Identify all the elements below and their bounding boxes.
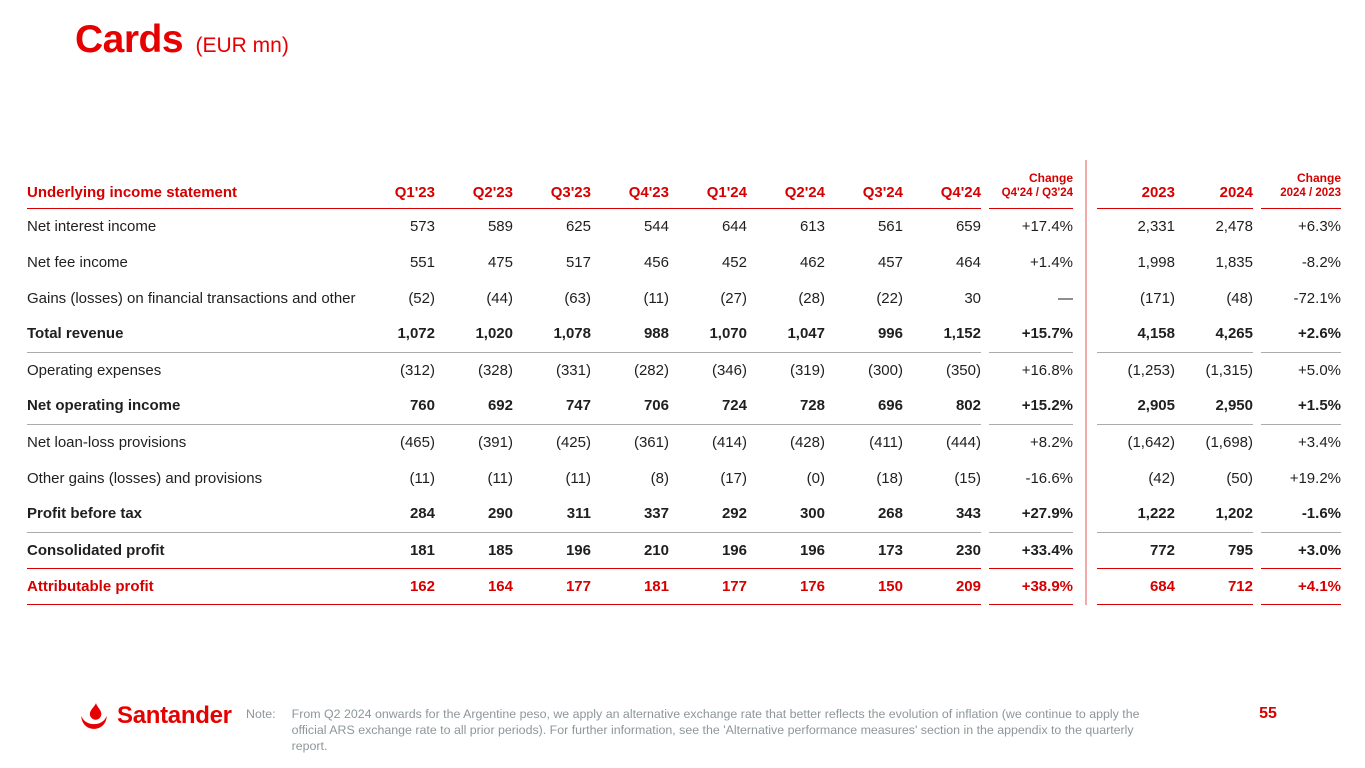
cell-q4-24: (15) <box>954 469 981 487</box>
cell-q4-24: (350) <box>945 361 981 379</box>
table-row <box>27 460 1341 496</box>
row-label: Attributable profit <box>27 568 357 604</box>
table-row <box>27 316 1341 352</box>
yearly-change-sub: 2024 / 2023 <box>1280 187 1341 200</box>
header-q2-24: Q2'24 <box>747 158 825 208</box>
cell-q3-24: 561 <box>877 217 903 235</box>
cell-q3-24: (300) <box>867 361 903 379</box>
row-label: Profit before tax <box>27 496 357 532</box>
header-q3-24: Q3'24 <box>825 158 903 208</box>
cell-q1-24: (27) <box>720 289 747 307</box>
cell-year-2024: 4,265 <box>1175 316 1253 352</box>
cell-q4-23: (11) <box>643 289 669 307</box>
cell-year-2023: (171) <box>1139 289 1175 307</box>
cell-q2-23: 290 <box>435 496 513 532</box>
table-row <box>27 424 1341 460</box>
cell-q4-23: 210 <box>591 532 669 568</box>
row-label: Net loan-loss provisions <box>27 433 187 451</box>
cell-spacer <box>1253 424 1261 460</box>
cell-quarterly-change: +1.4% <box>1030 253 1073 271</box>
cell-year-2024: (48) <box>1226 289 1253 307</box>
header-year-2024: 2024 <box>1175 158 1253 208</box>
cell-q2-23: (11) <box>487 469 513 487</box>
quarterly-change-title: Change <box>1028 171 1073 186</box>
cell-yearly-change: +2.6% <box>1261 316 1341 352</box>
row-label: Other gains (losses) and provisions <box>27 469 263 487</box>
cell-quarterly-change: +8.2% <box>1030 433 1073 451</box>
cell-spacer <box>1253 316 1261 352</box>
cell-q4-23: 988 <box>591 316 669 352</box>
santander-flame-icon <box>78 703 110 730</box>
cell-q2-24: (319) <box>789 361 825 379</box>
cell-quarterly-change: +27.9% <box>989 496 1073 532</box>
cell-q3-24: 268 <box>825 496 903 532</box>
cell-q1-24: 177 <box>669 568 747 604</box>
row-label: Gains (losses) on financial transactions and other <box>27 289 356 307</box>
row-label: Consolidated profit <box>27 532 357 568</box>
table-row <box>27 208 1341 244</box>
cell-q2-24: 462 <box>799 253 825 271</box>
cell-yearly-change: -72.1% <box>1293 289 1341 307</box>
cell-q2-24: 300 <box>747 496 825 532</box>
cell-q1-23: 760 <box>357 388 435 424</box>
cell-q2-24: (428) <box>789 433 825 451</box>
cell-yearly-change: -8.2% <box>1301 253 1341 271</box>
cell-yearly-change: +6.3% <box>1298 217 1341 235</box>
cell-spacer <box>1253 568 1261 604</box>
cell-quarterly-change: +17.4% <box>1021 217 1073 235</box>
cell-q2-23: (391) <box>477 433 513 451</box>
cell-year-2023: 4,158 <box>1097 316 1175 352</box>
cell-q3-23: 1,078 <box>513 316 591 352</box>
cell-year-2024: (1,315) <box>1205 361 1253 379</box>
cell-yearly-change: +4.1% <box>1261 568 1341 604</box>
cell-quarterly-change: +16.8% <box>1021 361 1073 379</box>
row-label: Net interest income <box>27 217 157 235</box>
footer <box>0 695 1365 753</box>
header-row <box>27 158 1341 208</box>
cell-yearly-change: +3.0% <box>1261 532 1341 568</box>
cell-q4-24: 209 <box>903 568 981 604</box>
cell-q4-24: 30 <box>964 289 981 307</box>
annual-block-divider <box>1085 160 1087 605</box>
cell-year-2023: 684 <box>1097 568 1175 604</box>
cell-q4-24: (444) <box>945 433 981 451</box>
cell-q4-24: 1,152 <box>903 316 981 352</box>
cell-q2-23: (328) <box>477 361 513 379</box>
santander-wordmark: Santander <box>117 702 232 729</box>
cell-q4-23: (8) <box>650 469 669 487</box>
table-row <box>27 496 1341 532</box>
table-body <box>27 208 1341 604</box>
cell-q1-23: (312) <box>399 361 435 379</box>
cell-spacer <box>1253 460 1261 496</box>
page-number: 55 <box>1259 705 1277 722</box>
cell-yearly-change: +19.2% <box>1289 469 1341 487</box>
cell-spacer <box>1253 496 1261 532</box>
cell-q1-23: 551 <box>409 253 435 271</box>
cell-q3-23: (425) <box>555 433 591 451</box>
header-q4-24: Q4'24 <box>903 158 981 208</box>
cell-q1-23: (465) <box>399 433 435 451</box>
cell-quarterly-change: +15.7% <box>989 316 1073 352</box>
cell-q1-24: 292 <box>669 496 747 532</box>
page-title <box>75 18 289 62</box>
cell-q3-24: 457 <box>877 253 903 271</box>
cell-q2-24: (28) <box>798 289 825 307</box>
header-q1-24: Q1'24 <box>669 158 747 208</box>
cell-year-2024: 712 <box>1175 568 1253 604</box>
cell-q2-23: 1,020 <box>435 316 513 352</box>
cell-quarterly-change: — <box>1058 289 1073 307</box>
cell-q1-24: 452 <box>721 253 747 271</box>
cell-yearly-change: +3.4% <box>1298 433 1341 451</box>
cell-spacer <box>981 388 989 424</box>
cell-q1-23: (52) <box>408 289 435 307</box>
footnote <box>246 707 1170 755</box>
cell-spacer <box>981 208 989 244</box>
cell-yearly-change: +5.0% <box>1298 361 1341 379</box>
income-statement-table <box>27 158 1341 605</box>
cell-q3-23: 625 <box>565 217 591 235</box>
cell-q3-24: 996 <box>825 316 903 352</box>
cell-q1-23: 284 <box>357 496 435 532</box>
cell-q4-24: 802 <box>903 388 981 424</box>
cell-spacer <box>1253 244 1261 280</box>
cell-q2-24: 613 <box>799 217 825 235</box>
cell-q1-24: (346) <box>711 361 747 379</box>
cell-q4-23: 456 <box>643 253 669 271</box>
cell-q3-24: 150 <box>825 568 903 604</box>
cell-year-2023: (42) <box>1148 469 1175 487</box>
cell-year-2023: 2,331 <box>1137 217 1175 235</box>
header-q1-23: Q1'23 <box>357 158 435 208</box>
table-header <box>27 158 1341 208</box>
cell-q1-23: 1,072 <box>357 316 435 352</box>
cell-q3-23: 747 <box>513 388 591 424</box>
cell-q4-24: 230 <box>903 532 981 568</box>
cell-q4-23: (361) <box>633 433 669 451</box>
cell-q3-23: (331) <box>555 361 591 379</box>
cell-q4-24: 659 <box>955 217 981 235</box>
cell-spacer <box>981 352 989 388</box>
cell-q3-23: 177 <box>513 568 591 604</box>
cell-q2-23: (44) <box>486 289 513 307</box>
cell-q1-24: 1,070 <box>669 316 747 352</box>
cell-q1-23: (11) <box>409 469 435 487</box>
table-row <box>27 280 1341 316</box>
cell-spacer <box>981 280 989 316</box>
cell-year-2023: 2,905 <box>1097 388 1175 424</box>
cell-q1-23: 162 <box>357 568 435 604</box>
cell-q2-23: 164 <box>435 568 513 604</box>
row-label: Net operating income <box>27 388 357 424</box>
cell-spacer <box>981 496 989 532</box>
yearly-change-title: Change <box>1296 171 1341 186</box>
cell-q3-24: (18) <box>876 469 903 487</box>
cell-q2-23: 589 <box>487 217 513 235</box>
cell-year-2024: 2,950 <box>1175 388 1253 424</box>
cell-q4-24: 343 <box>903 496 981 532</box>
table-row <box>27 568 1341 604</box>
header-q4-23: Q4'23 <box>591 158 669 208</box>
header-year-2023: 2023 <box>1097 158 1175 208</box>
cell-q2-24: 196 <box>747 532 825 568</box>
cell-yearly-change: +1.5% <box>1261 388 1341 424</box>
header-spacer <box>1253 158 1261 208</box>
row-label: Operating expenses <box>27 361 162 379</box>
cell-q4-23: (282) <box>633 361 669 379</box>
cell-q3-23: (63) <box>564 289 591 307</box>
cell-spacer <box>981 244 989 280</box>
cell-quarterly-change: -16.6% <box>1025 469 1073 487</box>
cell-q2-23: 475 <box>487 253 513 271</box>
footnote-text: From Q2 2024 onwards for the Argentine peso, we apply an alternative exchange rate that better reflects the evolution of inflation (we continue to apply the official ARS exchange rate to all prior periods). For further information, see the 'Alternative performance measures' section in the appendix to the quarterly report. <box>291 707 1140 753</box>
cell-year-2024: 1,202 <box>1175 496 1253 532</box>
cell-q3-24: 696 <box>825 388 903 424</box>
header-q3-23: Q3'23 <box>513 158 591 208</box>
cell-q3-23: 311 <box>513 496 591 532</box>
cell-year-2024: (1,698) <box>1205 433 1253 451</box>
cell-q2-24: 728 <box>747 388 825 424</box>
cell-q2-23: 185 <box>435 532 513 568</box>
cell-quarterly-change: +38.9% <box>989 568 1073 604</box>
cell-year-2023: 1,998 <box>1137 253 1175 271</box>
cell-spacer <box>981 316 989 352</box>
table-row <box>27 532 1341 568</box>
quarterly-change-sub: Q4'24 / Q3'24 <box>1001 187 1073 200</box>
page-title-unit: (EUR mn) <box>195 34 289 57</box>
cell-q3-24: (22) <box>876 289 903 307</box>
cell-q1-24: 724 <box>669 388 747 424</box>
cell-spacer <box>981 460 989 496</box>
cell-q4-23: 181 <box>591 568 669 604</box>
cell-year-2024: (50) <box>1226 469 1253 487</box>
cell-spacer <box>1253 208 1261 244</box>
cell-q1-24: 196 <box>669 532 747 568</box>
cell-q1-24: (17) <box>720 469 747 487</box>
cell-q2-23: 692 <box>435 388 513 424</box>
cell-q1-23: 573 <box>409 217 435 235</box>
santander-logo <box>78 702 232 730</box>
cell-year-2024: 1,835 <box>1215 253 1253 271</box>
table-row <box>27 244 1341 280</box>
page-title-main: Cards <box>75 18 184 61</box>
table-row <box>27 388 1341 424</box>
cell-year-2024: 795 <box>1175 532 1253 568</box>
cell-spacer <box>1253 352 1261 388</box>
header-q2-23: Q2'23 <box>435 158 513 208</box>
cell-q2-24: (0) <box>806 469 825 487</box>
cell-q2-24: 1,047 <box>747 316 825 352</box>
cell-spacer <box>981 568 989 604</box>
header-spacer <box>981 158 989 208</box>
cell-q4-23: 706 <box>591 388 669 424</box>
cell-year-2024: 2,478 <box>1215 217 1253 235</box>
cell-q1-24: 644 <box>721 217 747 235</box>
cell-year-2023: 1,222 <box>1097 496 1175 532</box>
footnote-label: Note: <box>246 707 276 721</box>
cell-q3-23: 196 <box>513 532 591 568</box>
cell-q4-23: 544 <box>643 217 669 235</box>
cell-spacer <box>1253 388 1261 424</box>
cell-q3-23: (11) <box>565 469 591 487</box>
cell-spacer <box>981 424 989 460</box>
row-label: Net fee income <box>27 253 128 271</box>
header-label: Underlying income statement <box>27 158 357 208</box>
header-quarterly-change <box>989 158 1073 208</box>
cell-q3-23: 517 <box>565 253 591 271</box>
cell-q2-24: 176 <box>747 568 825 604</box>
cell-q3-24: 173 <box>825 532 903 568</box>
cell-year-2023: 772 <box>1097 532 1175 568</box>
cell-quarterly-change: +33.4% <box>989 532 1073 568</box>
cell-q4-24: 464 <box>955 253 981 271</box>
cell-year-2023: (1,253) <box>1127 361 1175 379</box>
cell-year-2023: (1,642) <box>1127 433 1175 451</box>
cell-quarterly-change: +15.2% <box>989 388 1073 424</box>
header-yearly-change <box>1261 158 1341 208</box>
table-row <box>27 352 1341 388</box>
cell-q1-24: (414) <box>711 433 747 451</box>
cell-spacer <box>1253 280 1261 316</box>
cell-q3-24: (411) <box>869 433 903 451</box>
cell-q4-23: 337 <box>591 496 669 532</box>
cell-spacer <box>981 532 989 568</box>
row-label: Total revenue <box>27 316 357 352</box>
cell-q1-23: 181 <box>357 532 435 568</box>
cell-yearly-change: -1.6% <box>1261 496 1341 532</box>
cell-spacer <box>1253 532 1261 568</box>
